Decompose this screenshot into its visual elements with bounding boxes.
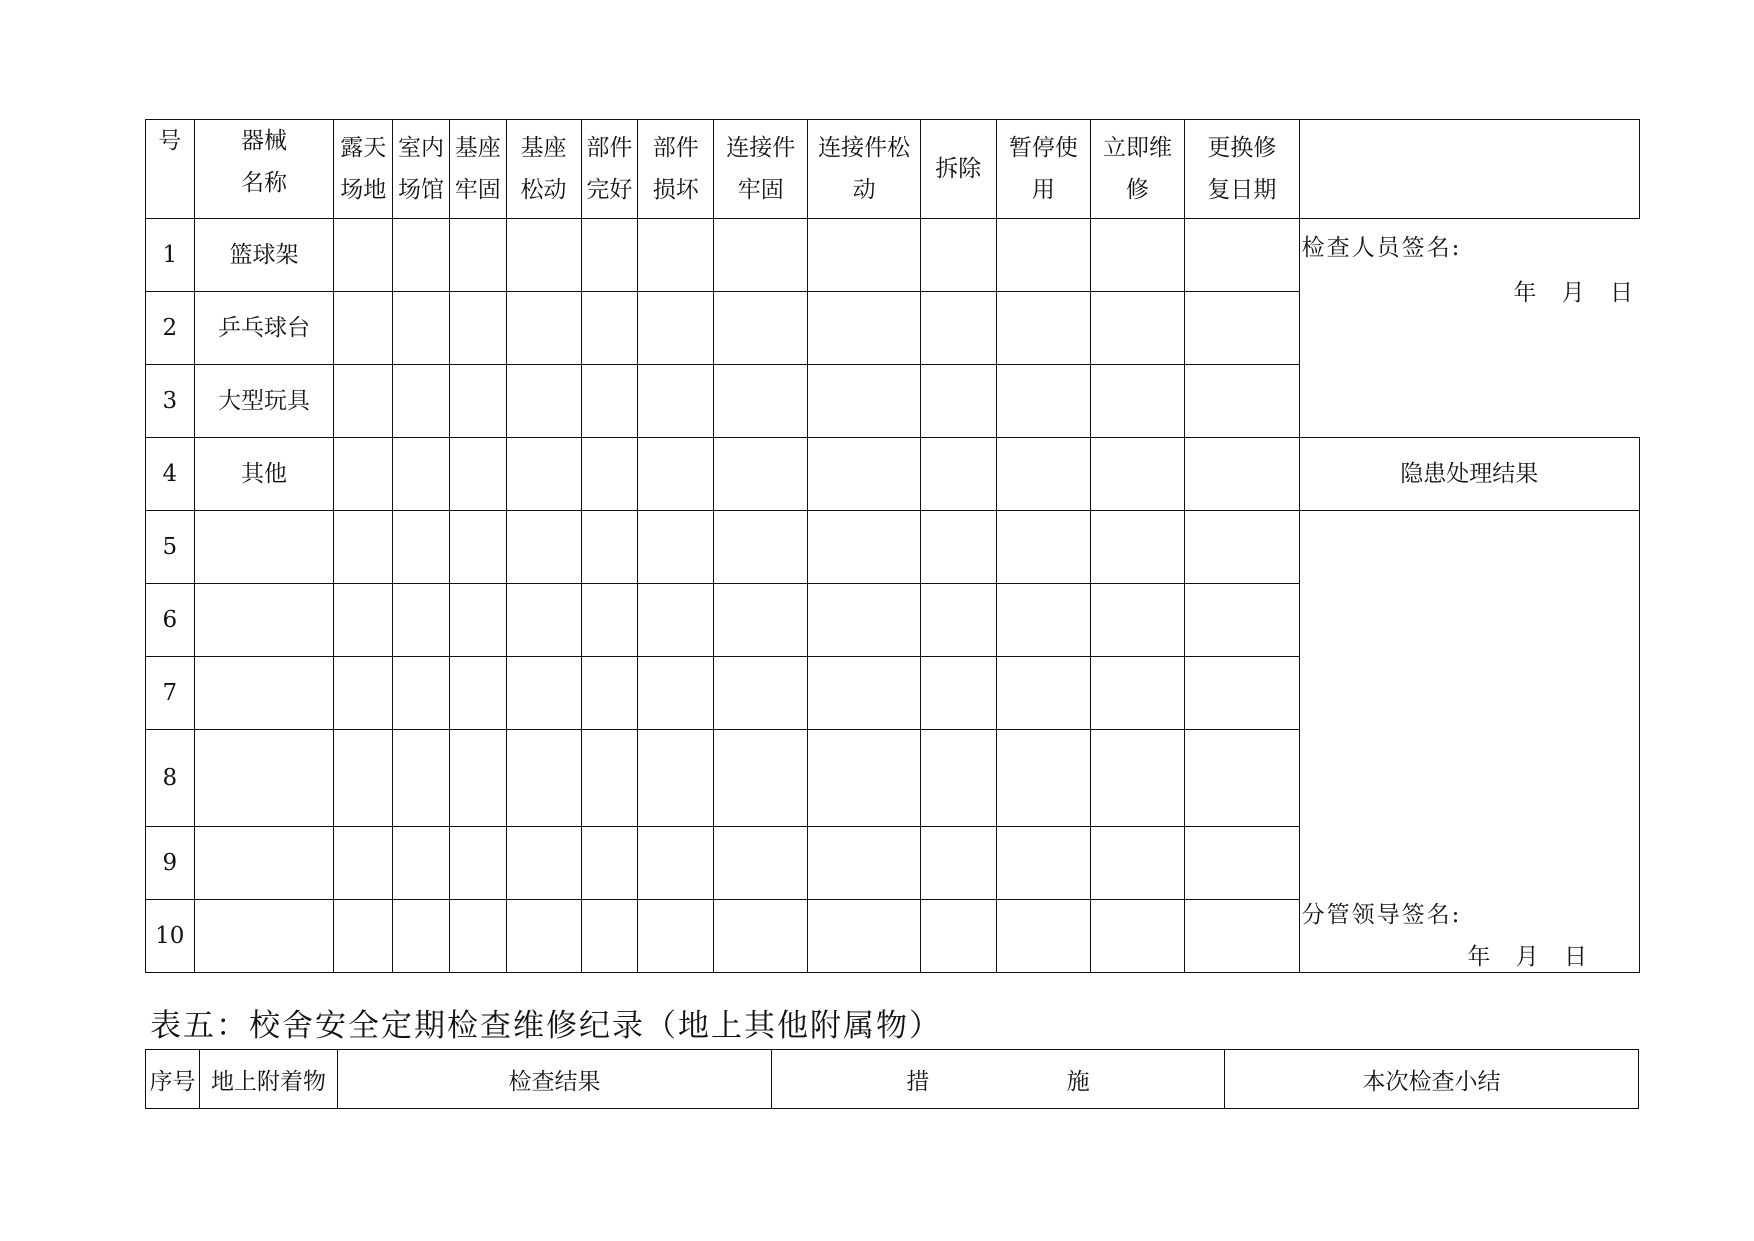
leader-sign-cell[interactable] (1299, 511, 1639, 973)
col-header-base-loose: 基座 松动 (506, 120, 581, 219)
col-header-connector-loose: 连接件松 动 (808, 120, 920, 219)
table-cell[interactable] (1090, 657, 1184, 730)
table-cell[interactable] (638, 438, 714, 511)
table-cell[interactable] (920, 584, 996, 657)
table-cell[interactable] (920, 365, 996, 438)
col-header-repair-date: 更换修 复日期 (1185, 120, 1299, 219)
table-cell[interactable] (449, 219, 506, 292)
table-cell[interactable] (714, 438, 808, 511)
table-cell[interactable] (506, 827, 581, 900)
row-number: 6 (146, 584, 195, 657)
table-cell[interactable] (393, 365, 450, 438)
table-row (146, 365, 1640, 438)
col-header-indoor: 室内 场馆 (393, 120, 450, 219)
row-number: 3 (146, 365, 195, 438)
table-cell[interactable] (393, 730, 450, 827)
col-header-serial: 序号 (146, 1050, 200, 1109)
table-cell[interactable] (1185, 292, 1299, 365)
table-cell[interactable] (808, 900, 920, 973)
col-header-parts-damaged: 部件 损坏 (638, 120, 714, 219)
table-cell[interactable] (506, 365, 581, 438)
table-cell[interactable] (506, 730, 581, 827)
equipment-name[interactable] (194, 730, 334, 827)
table-cell[interactable] (581, 584, 638, 657)
table-cell[interactable] (996, 292, 1090, 365)
table-cell[interactable] (581, 219, 638, 292)
section-title: 表五：校舍安全定期检查维修纪录（地上其他附属物） (150, 1008, 942, 1044)
table-cell[interactable] (1090, 730, 1184, 827)
col-header-number: 号 (146, 120, 195, 219)
table-cell[interactable] (393, 511, 450, 584)
inspector-date-label: 年 月 日 (1513, 280, 1633, 306)
row-number: 7 (146, 657, 195, 730)
row-number: 2 (146, 292, 195, 365)
table-cell[interactable] (714, 730, 808, 827)
table-cell[interactable] (334, 219, 393, 292)
table-cell[interactable] (808, 438, 920, 511)
table-cell[interactable] (714, 219, 808, 292)
table-cell[interactable] (920, 511, 996, 584)
table-cell[interactable] (920, 292, 996, 365)
table-cell[interactable] (1185, 900, 1299, 973)
table-cell[interactable] (393, 292, 450, 365)
table-cell[interactable] (393, 900, 450, 973)
table-cell[interactable] (506, 292, 581, 365)
table-cell[interactable] (714, 584, 808, 657)
table-cell[interactable] (334, 657, 393, 730)
inspector-sign-label: 检查人员签名: (1301, 235, 1462, 261)
row-number: 10 (146, 900, 195, 973)
table-cell[interactable] (581, 292, 638, 365)
col-header-measures: 措 施 (772, 1050, 1225, 1109)
table-cell[interactable] (506, 584, 581, 657)
building-inspection-table (145, 1049, 1639, 1109)
table-cell[interactable] (581, 438, 638, 511)
table-cell[interactable] (506, 438, 581, 511)
table-cell[interactable] (449, 827, 506, 900)
table-cell[interactable] (996, 219, 1090, 292)
table-cell[interactable] (449, 511, 506, 584)
table-cell[interactable] (334, 827, 393, 900)
col-header-attachment: 地上附着物 (200, 1050, 338, 1109)
table-cell[interactable] (581, 657, 638, 730)
equipment-name: 篮球架 (194, 219, 334, 292)
table-cell[interactable] (334, 730, 393, 827)
table-cell[interactable] (996, 584, 1090, 657)
header-row (146, 1050, 1639, 1109)
col-header-equipment-name: 器械 名称 (194, 120, 334, 219)
equipment-inspection-table (145, 119, 1640, 973)
col-header-base-firm: 基座 牢固 (449, 120, 506, 219)
table-cell[interactable] (714, 900, 808, 973)
table-cell[interactable] (581, 900, 638, 973)
table-cell[interactable] (1185, 438, 1299, 511)
equipment-name[interactable] (194, 900, 334, 973)
table-cell[interactable] (393, 827, 450, 900)
table-cell[interactable] (581, 511, 638, 584)
table-cell[interactable] (506, 219, 581, 292)
table-cell[interactable] (1185, 511, 1299, 584)
hazard-result-label: 隐患处理结果 (1299, 438, 1639, 511)
table-cell[interactable] (808, 730, 920, 827)
table-cell[interactable] (1090, 219, 1184, 292)
table-cell[interactable] (506, 657, 581, 730)
table-row (146, 438, 1640, 511)
table-cell[interactable] (808, 657, 920, 730)
table-cell[interactable] (920, 900, 996, 973)
table-cell[interactable] (581, 827, 638, 900)
table-cell[interactable] (449, 438, 506, 511)
table-cell[interactable] (714, 657, 808, 730)
table-cell[interactable] (334, 511, 393, 584)
table-cell[interactable] (638, 219, 714, 292)
table-cell[interactable] (1090, 900, 1184, 973)
table-cell[interactable] (638, 827, 714, 900)
table-cell[interactable] (581, 730, 638, 827)
table-cell[interactable] (1090, 365, 1184, 438)
row-number: 5 (146, 511, 195, 584)
table-cell[interactable] (808, 219, 920, 292)
table-cell[interactable] (449, 365, 506, 438)
table-cell[interactable] (334, 584, 393, 657)
table-cell[interactable] (449, 292, 506, 365)
table-cell[interactable] (1090, 292, 1184, 365)
col-header-connector-firm: 连接件 牢固 (714, 120, 808, 219)
table-cell[interactable] (1185, 657, 1299, 730)
table-cell[interactable] (1185, 827, 1299, 900)
table-cell[interactable] (920, 438, 996, 511)
table-cell[interactable] (638, 365, 714, 438)
table-cell[interactable] (334, 365, 393, 438)
col-header-summary: 本次检查小结 (1225, 1050, 1639, 1109)
table-cell[interactable] (449, 900, 506, 973)
table-cell[interactable] (393, 657, 450, 730)
col-header-check-result: 检查结果 (338, 1050, 772, 1109)
table-cell[interactable] (1185, 219, 1299, 292)
table-cell[interactable] (1185, 730, 1299, 827)
equipment-name[interactable] (194, 657, 334, 730)
table-cell[interactable] (581, 365, 638, 438)
table-cell[interactable] (449, 657, 506, 730)
table-cell[interactable] (393, 219, 450, 292)
table-cell[interactable] (393, 584, 450, 657)
table-cell[interactable] (714, 365, 808, 438)
table-cell[interactable] (449, 584, 506, 657)
equipment-name: 乒乓球台 (194, 292, 334, 365)
header-row (146, 120, 1640, 219)
table-cell[interactable] (1090, 584, 1184, 657)
table-cell[interactable] (714, 292, 808, 365)
table-cell[interactable] (714, 827, 808, 900)
table-cell[interactable] (1090, 511, 1184, 584)
inspector-sign-cell[interactable] (1299, 120, 1639, 306)
table-cell[interactable] (808, 511, 920, 584)
table-cell[interactable] (920, 827, 996, 900)
table-cell[interactable] (638, 584, 714, 657)
table-cell[interactable] (996, 730, 1090, 827)
table-cell[interactable] (334, 900, 393, 973)
row-number: 9 (146, 827, 195, 900)
table-cell[interactable] (808, 365, 920, 438)
table-cell[interactable] (996, 827, 1090, 900)
table-cell[interactable] (506, 900, 581, 973)
col-header-outdoor: 露天 场地 (334, 120, 393, 219)
table-cell[interactable] (638, 511, 714, 584)
row-number: 4 (146, 438, 195, 511)
equipment-name[interactable] (194, 511, 334, 584)
row-number: 1 (146, 219, 195, 292)
table-row (146, 511, 1640, 584)
table-cell[interactable] (808, 584, 920, 657)
equipment-name[interactable] (194, 827, 334, 900)
table-row (146, 292, 1640, 365)
col-header-remove: 拆除 (920, 120, 996, 219)
table-cell[interactable] (638, 730, 714, 827)
table-cell[interactable] (808, 827, 920, 900)
row-number: 8 (146, 730, 195, 827)
table-cell[interactable] (996, 511, 1090, 584)
table-cell[interactable] (393, 438, 450, 511)
table-cell[interactable] (638, 292, 714, 365)
table-cell[interactable] (449, 730, 506, 827)
table-cell[interactable] (1185, 365, 1299, 438)
equipment-name: 其他 (194, 438, 334, 511)
table-cell[interactable] (996, 365, 1090, 438)
table-cell[interactable] (1090, 438, 1184, 511)
table-cell[interactable] (996, 900, 1090, 973)
table-cell[interactable] (1185, 584, 1299, 657)
leader-date-label: 年 月 日 (1467, 944, 1587, 970)
table-cell[interactable] (714, 511, 808, 584)
table-cell[interactable] (638, 900, 714, 973)
leader-sign-label: 分管领导签名: (1301, 902, 1462, 928)
col-header-repair-now: 立即维 修 (1090, 120, 1184, 219)
table-cell[interactable] (920, 219, 996, 292)
table-cell[interactable] (506, 511, 581, 584)
table-cell[interactable] (996, 438, 1090, 511)
table-cell[interactable] (920, 657, 996, 730)
table-cell[interactable] (996, 657, 1090, 730)
table-cell[interactable] (334, 438, 393, 511)
table-cell[interactable] (334, 292, 393, 365)
col-header-suspend: 暂停使 用 (996, 120, 1090, 219)
table-cell[interactable] (1090, 827, 1184, 900)
equipment-name[interactable] (194, 584, 334, 657)
col-header-parts-intact: 部件 完好 (581, 120, 638, 219)
table-cell[interactable] (808, 292, 920, 365)
equipment-name: 大型玩具 (194, 365, 334, 438)
table-cell[interactable] (638, 657, 714, 730)
table-cell[interactable] (920, 730, 996, 827)
